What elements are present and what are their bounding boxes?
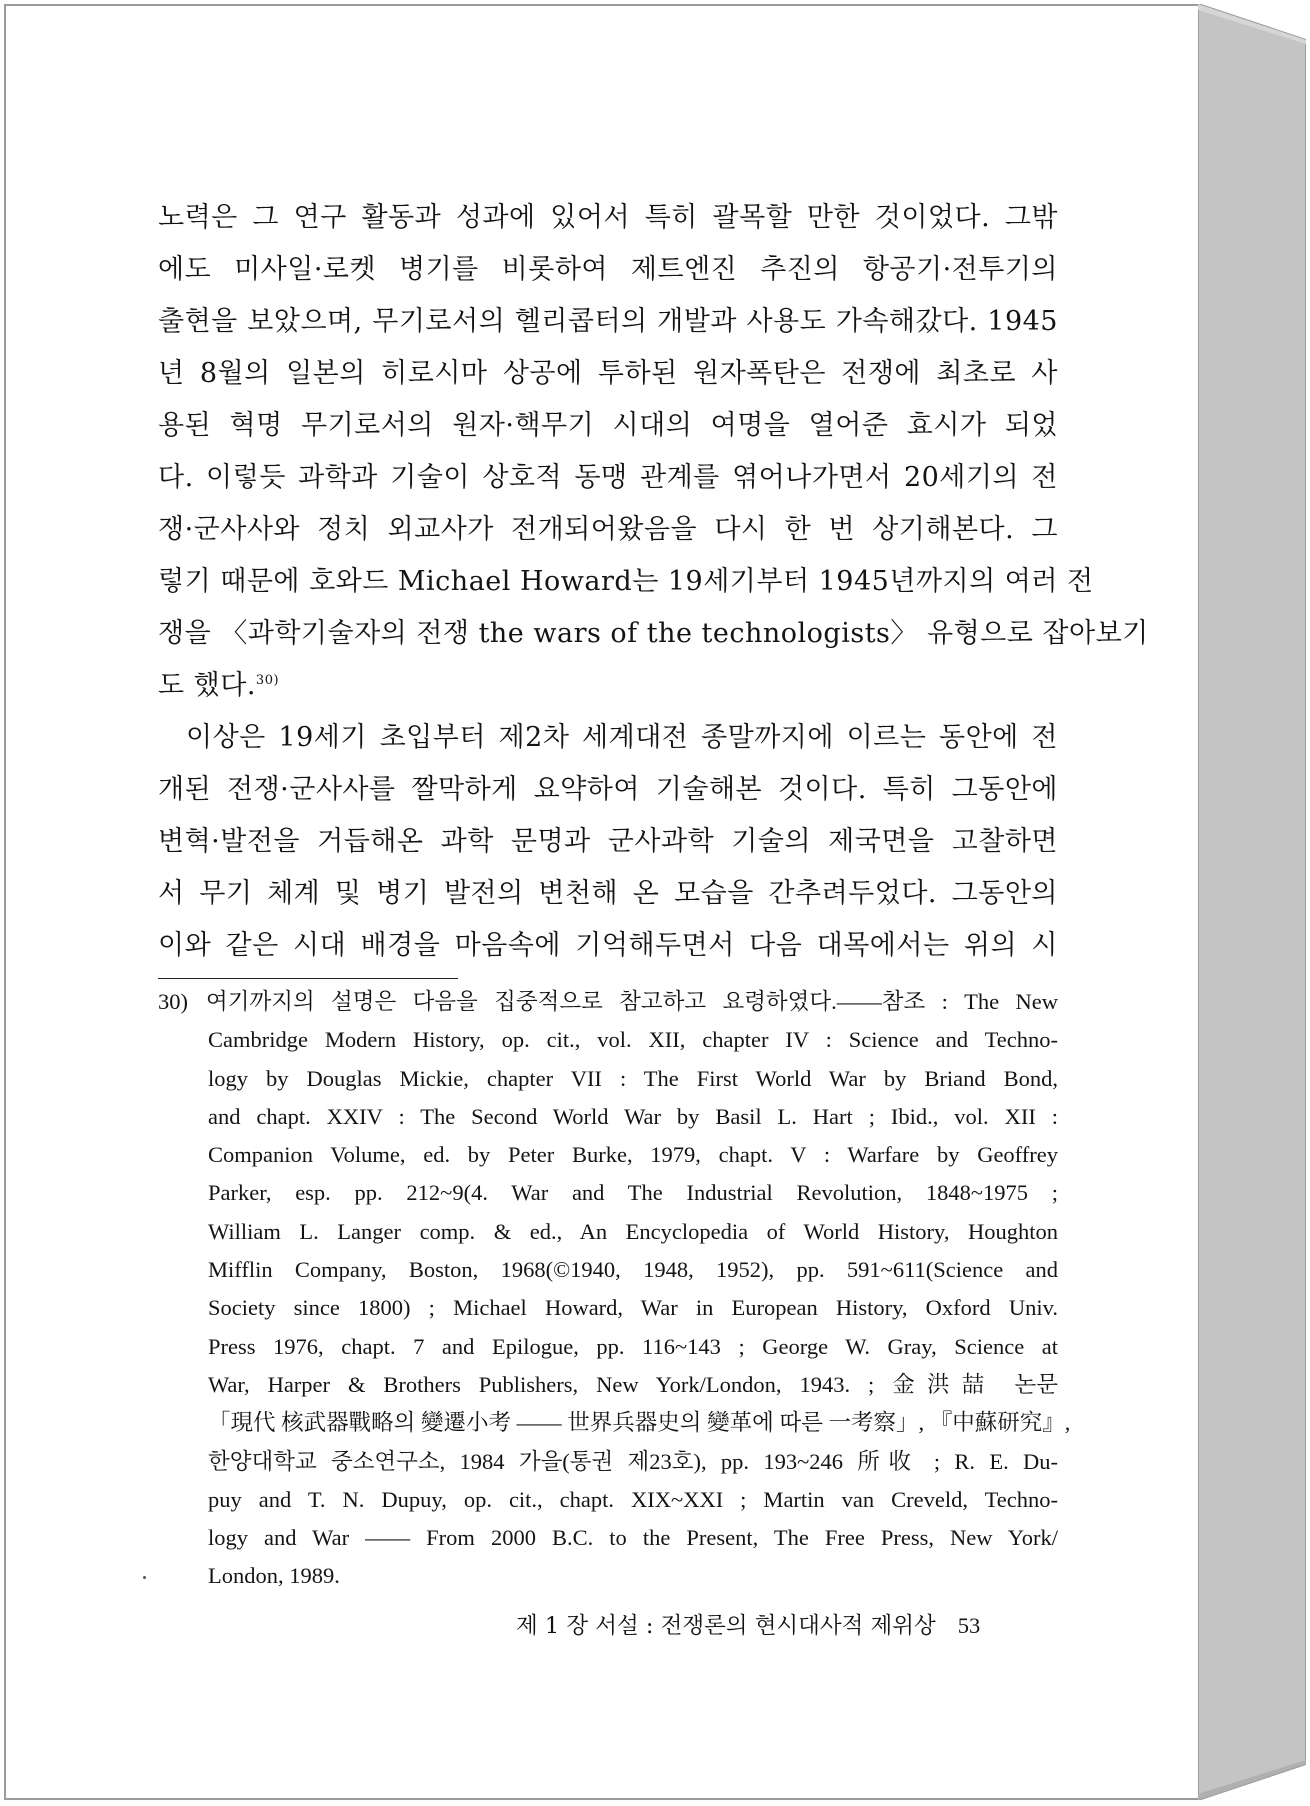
- footnote-line-7: William L. Langer comp. & ed., An Encyclopedia of World History, Houghton: [208, 1218, 1058, 1244]
- running-footer: [516, 1606, 1036, 1646]
- body-line-8: 렇기 때문에 호와드 Michael Howard는 19세기부터 1945년까지의 여러 전: [158, 566, 1094, 597]
- para2-line-4: 서 무기 체계 및 병기 발전의 변천해 온 모습을 간추려두었다. 그동안의: [158, 878, 1058, 909]
- footnote-line-1-text: 여기까지의 설명은 다음을 집중적으로 참고하고 요령하였다.——참조 : The New: [206, 989, 1058, 1014]
- footnote-divider: [158, 978, 458, 979]
- body-line-3: 출현을 보았으며, 무기로서의 헬리콥터의 개발과 사용도 가속해갔다. 1945: [158, 306, 1058, 337]
- footnote-line-16: London, 1989.: [208, 1563, 340, 1589]
- body-line-7: 쟁·군사사와 정치 외교사가 전개되어왔음을 다시 한 번 상기해본다. 그: [158, 514, 1058, 545]
- para2-line-2: 개된 전쟁·군사사를 짤막하게 요약하여 기술해본 것이다. 특히 그동안에: [158, 774, 1058, 805]
- footnote-line-2: Cambridge Modern History, op. cit., vol. XII, chapter IV : Science and Techno-: [208, 1027, 1058, 1053]
- page-number: 53: [957, 1613, 981, 1638]
- footnote-line-11: War, Harper & Brothers Publishers, New York/London, 1943. ; 金洪喆 논문: [208, 1371, 1058, 1397]
- footnote-reference: 30): [255, 673, 280, 688]
- body-line-1: 노력은 그 연구 활동과 성과에 있어서 특히 괄목할 만한 것이었다. 그밖: [158, 202, 1058, 233]
- footnote-line-15: logy and War —— From 2000 B.C. to the Present, The Free Press, New York/: [208, 1525, 1058, 1551]
- footnote-line-9: Society since 1800) ; Michael Howard, War in European History, Oxford Univ.: [208, 1295, 1058, 1321]
- body-line-5: 용된 혁명 무기로서의 원자·핵무기 시대의 여명을 열어준 효시가 되었: [158, 410, 1058, 441]
- footnote-line-12: 「現代 核武器戰略의 變遷小考 —— 世界兵器史의 變革에 따른 一考察」, 『中蘇研究』,: [208, 1410, 1071, 1436]
- para2-line-5: 이와 같은 시대 배경을 마음속에 기억해두면서 다음 대목에서는 위의 시: [158, 930, 1058, 961]
- book-side-face: [1198, 4, 1306, 1800]
- page-sheet: [4, 4, 1200, 1800]
- footnote-line-8: Mifflin Company, Boston, 1968(©1940, 1948, 1952), pp. 591~611(Science and: [208, 1257, 1058, 1283]
- footnote-line-13: 한양대학교 중소연구소, 1984 가을(통권 제23호), pp. 193~246 所收 ; R. E. Du-: [208, 1448, 1058, 1474]
- footnote-line-1: [158, 983, 1058, 1021]
- body-line-10: [158, 660, 1058, 712]
- footnote-line-3: logy by Douglas Mickie, chapter VII : The First World War by Briand Bond,: [208, 1065, 1058, 1091]
- footnote-number: 30): [158, 989, 188, 1014]
- body-line-9: 쟁을 〈과학기술자의 전쟁 the wars of the technologists〉 유형으로 잡아보기: [158, 618, 1149, 649]
- para2-line-1: 이상은 19세기 초입부터 제2차 세계대전 종말까지에 이르는 동안에 전: [186, 722, 1058, 753]
- print-speck: [143, 1576, 146, 1579]
- footnote-30: [158, 983, 1071, 1596]
- body-line-6: 다. 이렇듯 과학과 기술이 상호적 동맹 관계를 엮어나가면서 20세기의 전: [158, 462, 1058, 493]
- running-title: 제 1 장 서설 : 전쟁론의 현시대사적 제위상: [516, 1613, 936, 1639]
- para2-line-3: 변혁·발전을 거듭해온 과학 문명과 군사과학 기술의 제국면을 고찰하면: [158, 826, 1058, 857]
- book-thickness: [1198, 4, 1306, 1800]
- footnote-line-4: and chapt. XXIV : The Second World War by Basil L. Hart ; Ibid., vol. XII :: [208, 1103, 1058, 1129]
- footnote-line-10: Press 1976, chapt. 7 and Epilogue, pp. 116~143 ; George W. Gray, Science at: [208, 1333, 1058, 1359]
- body-line-10-text: 도 했다.: [158, 670, 256, 701]
- main-text: [158, 192, 1149, 1596]
- body-line-4: 년 8월의 일본의 히로시마 상공에 투하된 원자폭탄은 전쟁에 최초로 사: [158, 358, 1058, 389]
- footnote-line-6: Parker, esp. pp. 212~9(4. War and The Industrial Revolution, 1848~1975 ;: [208, 1180, 1058, 1206]
- footnote-line-5: Companion Volume, ed. by Peter Burke, 1979, chapt. V : Warfare by Geoffrey: [208, 1142, 1058, 1168]
- body-line-2: 에도 미사일·로켓 병기를 비롯하여 제트엔진 추진의 항공기·전투기의: [158, 254, 1058, 285]
- footnote-line-14: puy and T. N. Dupuy, op. cit., chapt. XIX~XXI ; Martin van Creveld, Techno-: [208, 1486, 1058, 1512]
